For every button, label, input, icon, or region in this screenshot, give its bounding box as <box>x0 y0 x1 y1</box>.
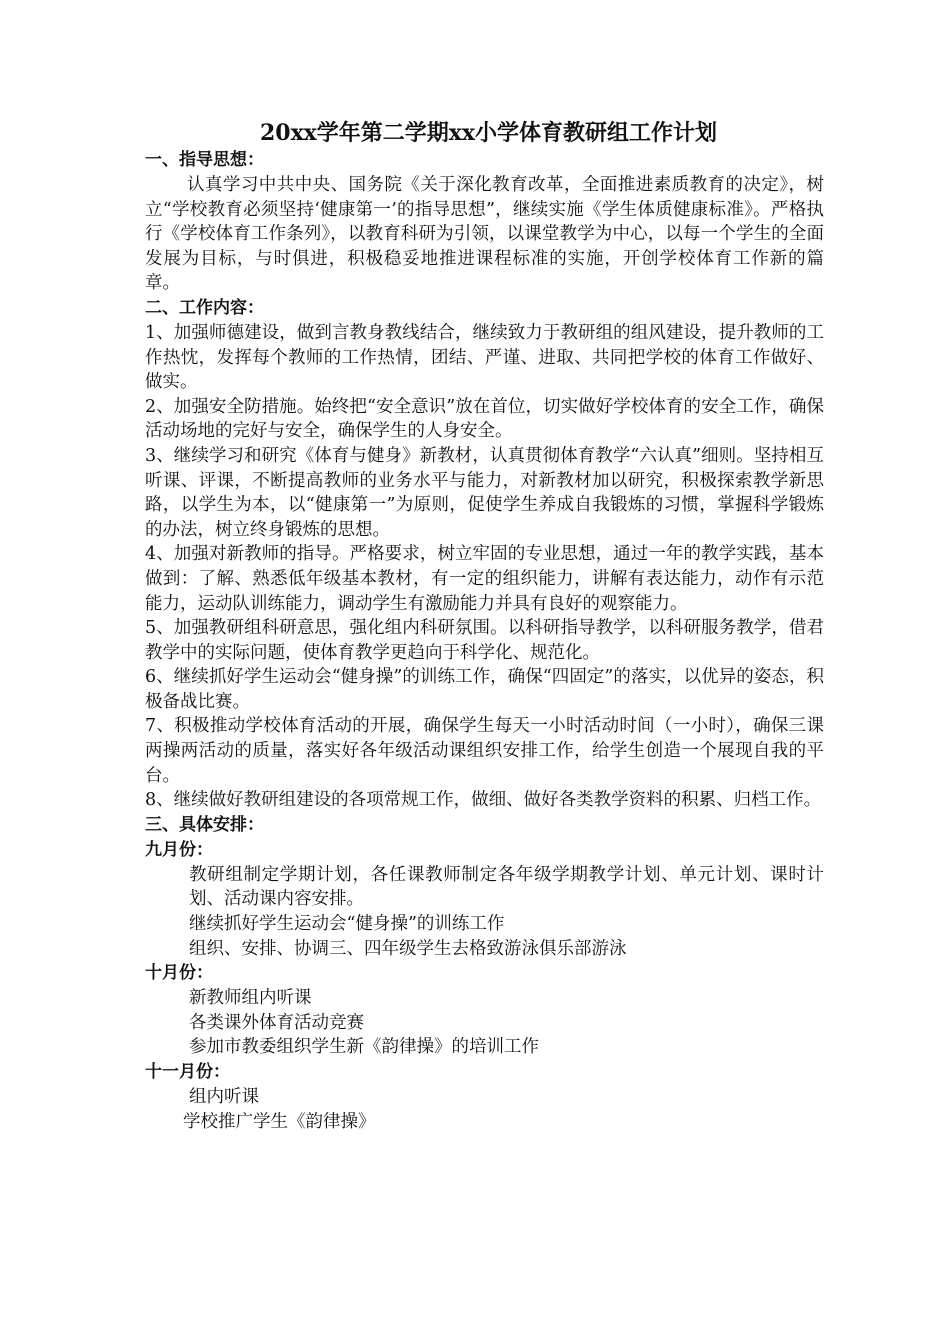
content-item-1: 1、加强师德建设，做到言教身教线结合，继续致力于教研组的组风建设，提升教师的工作热忱，发挥每个教师的工作热情，团结、严谨、进取、共同把学校的体育工作做好、做实。 <box>145 322 824 393</box>
content-item-5: 5、加强教研组科研意思，强化组内科研氛围。以科研指导教学，以科研服务教学，借君教学中的实际问题，使体育教学更趋向于科学化、规范化。 <box>145 618 824 663</box>
content-item-4: 4、加强对新教师的指导。严格要求，树立牢固的专业思想，通过一年的教学实践，基本做到：了解、熟悉低年级基本教材，有一定的组织能力，讲解有表达能力，动作有示范能力，运动队训练能力，调动学生有激励能力并具有良好的观察能力。 <box>145 544 824 614</box>
guiding-paragraph: 认真学习中共中央、国务院《关于深化教育改革，全面推进素质教育的决定》，树立“学校教育必须坚持‘健康第一’的指导思想”，继续实施《学生体质健康标准》。严格执行《学校体育工作条列》，以教育科研为引领，以课堂教学为中心，以每一个学生的全面发展为目标，与时俱进，积极稳妥地推进课程标准的实施，开创学校体育工作新的篇章。 <box>145 175 824 294</box>
content-item-2: 2、加强安全防措施。始终把“安全意识”放在首位，切实做好学校体育的安全工作，确保活动场地的完好与安全，确保学生的人身安全。 <box>145 396 824 442</box>
september-item-1: 教研组制定学期计划，各任课教师制定各年级学期教学计划、单元计划、课时计划、活动课内容安排。 <box>189 864 824 910</box>
content-item-7: 7、积极推动学校体育活动的开展，确保学生每天一小时活动时间（一小时），确保三课两操两活动的质量，落实好各年级活动课组织安排工作，给学生创造一个展现自我的平台。 <box>145 716 824 786</box>
month-label-october: 十月份： <box>145 963 213 984</box>
section-heading-schedule: 三、具体安排： <box>145 814 264 835</box>
october-item-1: 新教师组内听课 <box>189 988 312 1009</box>
section-heading-content: 二、工作内容： <box>145 297 264 318</box>
november-item-1: 组内听课 <box>189 1087 259 1107</box>
september-item-2: 继续抓好学生运动会“健身操”的训练工作 <box>189 914 505 935</box>
document-title: 20xx学年第二学期xx小学体育教研组工作计划 <box>259 120 718 146</box>
october-item-2: 各类课外体育活动竞赛 <box>189 1012 364 1033</box>
october-item-3: 参加市教委组织学生新《韵律操》的培训工作 <box>189 1037 539 1058</box>
content-item-3: 3、继续学习和研究《体育与健身》新教材，认真贯彻体育教学“六认真”细则。坚持相互听课、评课，不断提高教师的业务水平与能力，对新教材加以研究，积极探索教学新思路，以学生为本，以“健康第一”为原则，促使学生养成自我锻炼的习惯，掌握科学锻炼的办法，树立终身锻炼的思想。 <box>145 445 824 540</box>
november-item-2: 学校推广学生《韵律操》 <box>183 1111 376 1132</box>
month-label-november: 十一月份： <box>145 1062 230 1082</box>
content-item-6: 6、继续抓好学生运动会“健身操”的训练工作，确保“四固定”的落实，以优异的姿态，积极备战比赛。 <box>145 667 824 712</box>
content-item-8: 8、继续做好教研组建设的各项常规工作，做细、做好各类教学资料的积累、归档工作。 <box>145 790 822 811</box>
september-item-3: 组织、安排、协调三、四年级学生去格致游泳俱乐部游泳 <box>189 938 627 959</box>
section-heading-guiding: 一、指导思想： <box>145 150 264 170</box>
month-label-september: 九月份： <box>145 839 213 860</box>
